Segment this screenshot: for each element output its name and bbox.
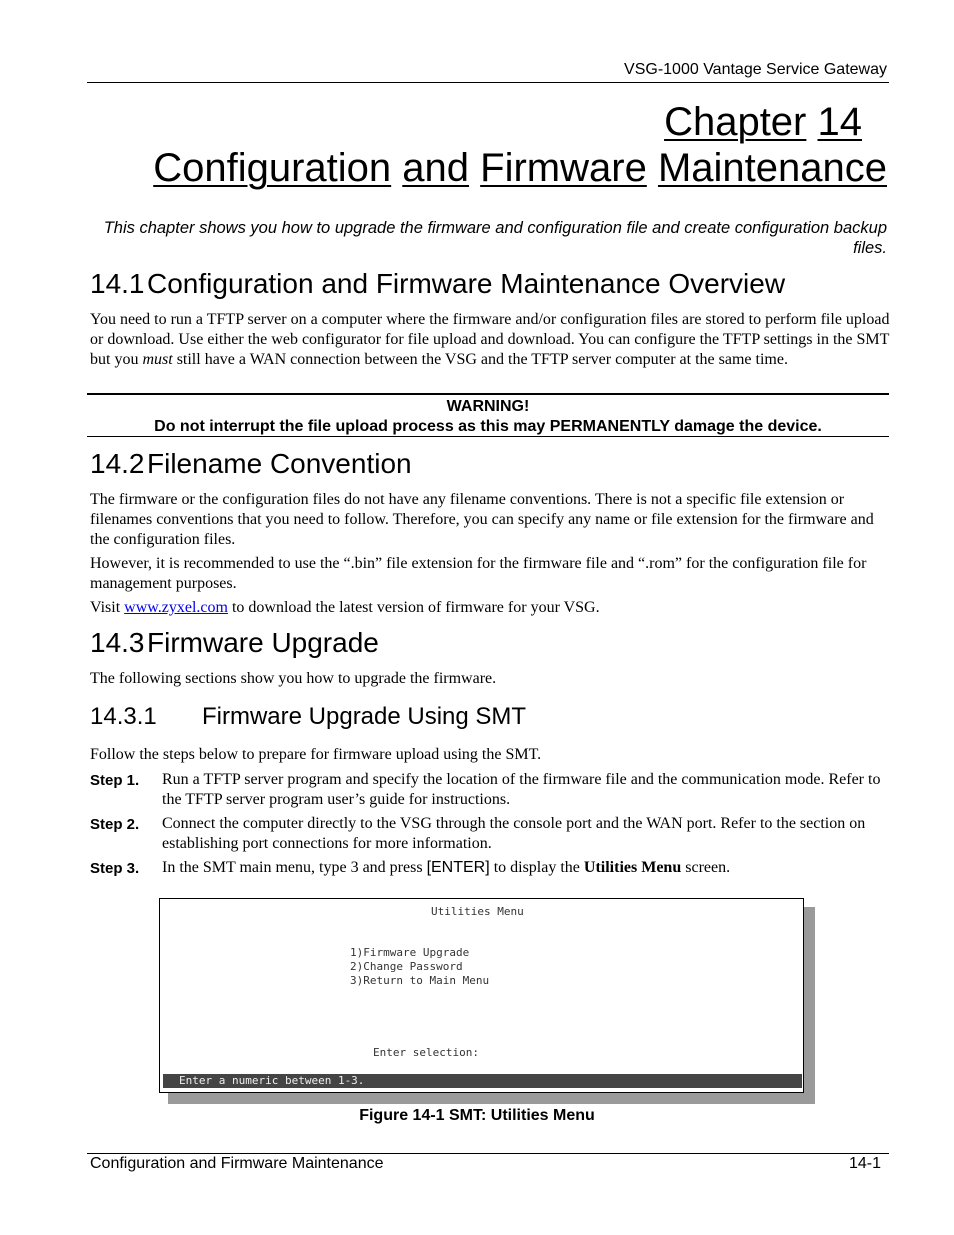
section-title: Filename Convention <box>147 448 412 479</box>
terminal-title: Utilities Menu <box>431 905 524 918</box>
step-2 <box>90 814 890 854</box>
paragraph: Follow the steps below to prepare for firmware upload using the SMT. <box>90 746 542 763</box>
warning-box <box>87 393 889 437</box>
body-text: still have a WAN connection between the VSG and the TFTP server computer at the same time. <box>172 351 788 368</box>
chapter-number <box>664 100 862 145</box>
warning-text: Do not interrupt the file upload process as this may PERMANENTLY damage the device. <box>154 418 822 435</box>
step-3 <box>90 858 890 878</box>
chapter-title-word: Configuration <box>153 146 392 190</box>
body-text: screen. <box>681 859 731 876</box>
paragraph: However, it is recommended to use the “.bin” file extension for the firmware file and “.rom” for the configuration file for management purposes. <box>90 555 867 592</box>
paragraph <box>90 598 890 618</box>
page-number: 14-1 <box>848 1155 881 1172</box>
chapter-title-word: Firmware <box>480 146 647 190</box>
step-label: Step 1. <box>90 772 140 789</box>
body-text: In the SMT main menu, type 3 and press <box>162 859 427 876</box>
paragraph: The firmware or the configuration files do not have any filename conventions. There is not a specific file extension or filenames conventions that you need to follow. Therefore, you can specify any name or file extension for the firmware and the configuration files. <box>90 491 874 548</box>
step-label: Step 2. <box>90 816 140 833</box>
chapter-intro: This chapter shows you how to upgrade the firmware and configuration file and create configuration backup files. <box>103 219 887 257</box>
footer-rule <box>87 1153 889 1154</box>
section-heading-14-3-1 <box>90 703 526 731</box>
paragraph: The following sections show you how to upgrade the firmware. <box>90 670 497 687</box>
section-heading-14-2 <box>90 448 412 480</box>
body-text: to download the latest version of firmware for your VSG. <box>227 599 600 616</box>
section-heading-14-1 <box>90 268 785 300</box>
menu-option-firmware-upgrade[interactable]: 1)Firmware Upgrade <box>350 946 470 959</box>
step-text: Run a TFTP server program and specify the location of the firmware file and the communication mode. Refer to the TFTP server program user’s guide for instructions. <box>162 771 881 808</box>
section-number: 14.3.1 <box>90 703 157 730</box>
body-text: Visit <box>90 599 125 616</box>
running-header: VSG-1000 Vantage Service Gateway <box>624 61 887 78</box>
step-text <box>162 858 890 878</box>
chapter-num: 14 <box>817 100 862 144</box>
section-14-1-body <box>90 310 890 370</box>
figure-caption: Figure 14-1 SMT: Utilities Menu <box>359 1107 595 1124</box>
section-number: 14.2 <box>90 448 145 479</box>
section-title: Configuration and Firmware Maintenance Overview <box>147 268 786 299</box>
section-title: Firmware Upgrade <box>147 627 379 658</box>
terminal-screen <box>159 898 804 1093</box>
step-text: Connect the computer directly to the VSG through the console port and the WAN port. Refer to the section on establishing port connections for more information. <box>162 815 866 852</box>
footer-chapter-name: Configuration and Firmware Maintenance <box>90 1155 384 1172</box>
step-1 <box>90 770 890 810</box>
body-text: to display the <box>489 859 584 876</box>
chapter-title-word: Maintenance <box>657 146 887 190</box>
menu-option-change-password[interactable]: 2)Change Password <box>350 960 463 973</box>
menu-option-return-main[interactable]: 3)Return to Main Menu <box>350 974 490 987</box>
step-label: Step 3. <box>90 860 140 877</box>
warning-title: WARNING! <box>446 398 530 415</box>
header-rule <box>87 82 889 83</box>
chapter-title <box>153 146 887 191</box>
status-bar: Enter a numeric between 1-3. <box>163 1074 802 1088</box>
section-number: 14.3 <box>90 627 145 658</box>
section-heading-14-3 <box>90 627 379 659</box>
chapter-word: Chapter <box>664 100 807 144</box>
selection-prompt[interactable]: Enter selection: <box>373 1046 479 1059</box>
chapter-title-word: and <box>402 146 470 190</box>
body-text: You need to run a TFTP server on a computer where the firmware and/or configuration files are stored to perform file upload or download. Use either the web configurator for file upload and download. You can configure the TFTP settings in the SMT but you <box>90 311 890 368</box>
enter-key-label: [ENTER] <box>426 859 490 876</box>
emphasis: must <box>142 351 173 368</box>
menu-name: Utilities Menu <box>583 859 682 876</box>
zyxel-link[interactable]: www.zyxel.com <box>124 599 228 616</box>
section-number: 14.1 <box>90 268 145 299</box>
section-title: Firmware Upgrade Using SMT <box>202 703 527 730</box>
